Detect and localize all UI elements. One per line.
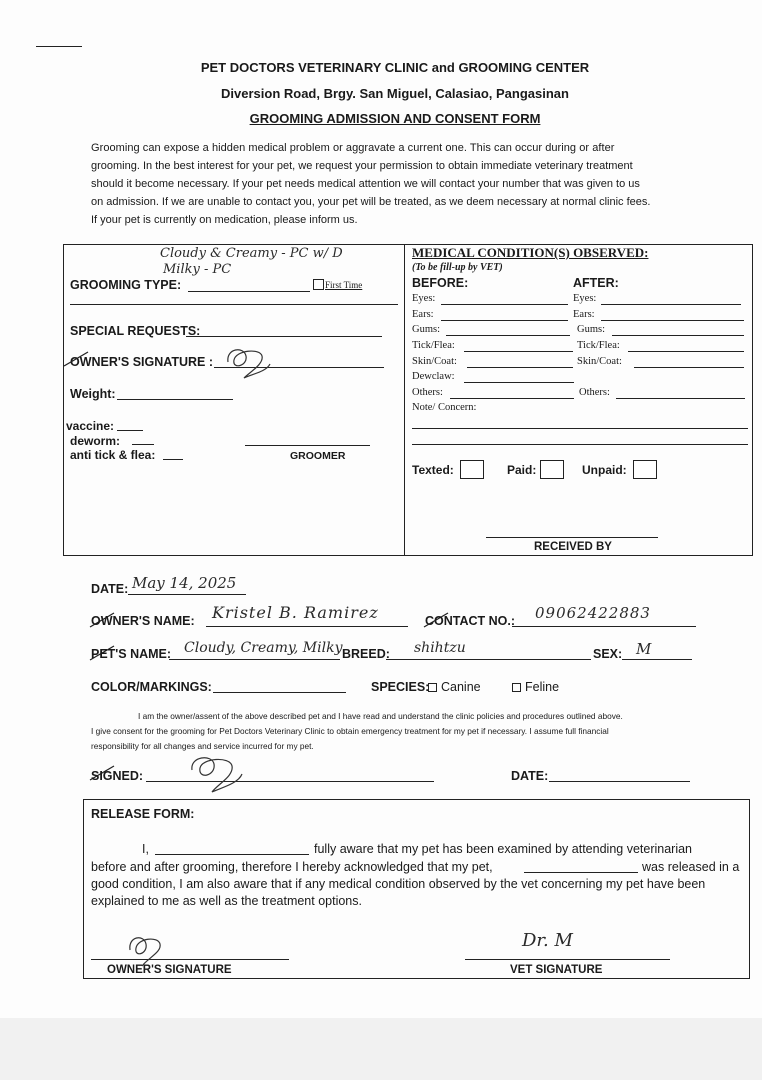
owner-name-field[interactable] bbox=[206, 626, 408, 627]
release-pet-name-field[interactable] bbox=[524, 872, 638, 873]
canine-label: Canine bbox=[441, 680, 481, 694]
contact-field[interactable] bbox=[512, 626, 696, 627]
date-value: May 14, 2025 bbox=[132, 574, 237, 592]
release-title: RELEASE FORM: bbox=[91, 807, 195, 821]
texted-checkbox[interactable] bbox=[460, 460, 484, 479]
first-time-checkbox[interactable] bbox=[313, 279, 324, 290]
before-gums-label: Gums: bbox=[412, 324, 441, 335]
release-line1-suffix: fully aware that my pet has been examined by attending veterinarian bbox=[314, 842, 693, 856]
weight-label: Weight: bbox=[70, 387, 116, 401]
before-others-field[interactable] bbox=[450, 398, 574, 399]
after-gums-field[interactable] bbox=[612, 335, 744, 336]
date-label: DATE: bbox=[91, 582, 129, 596]
paid-checkbox[interactable] bbox=[540, 460, 564, 479]
after-ears-field[interactable] bbox=[601, 320, 744, 321]
feline-label: Feline bbox=[525, 680, 560, 694]
owner-name-value: Kristel B. Ramirez bbox=[212, 603, 379, 622]
color-markings-field[interactable] bbox=[213, 692, 346, 693]
breed-field[interactable] bbox=[386, 659, 591, 660]
grooming-type-handwritten-1: Cloudy & Creamy - PC w/ D bbox=[160, 246, 343, 261]
weight-field[interactable] bbox=[117, 399, 233, 400]
contact-label: CONTACT NO.: bbox=[425, 614, 516, 628]
release-line3: good condition, I am also aware that if any medical condition observed by the vet concerning my pet have been bbox=[91, 877, 706, 891]
color-markings-label: COLOR/MARKINGS: bbox=[91, 680, 212, 694]
release-owner-name-field[interactable] bbox=[155, 854, 309, 855]
consent-line-1: I am the owner/assent of the above described pet and I have read and understand the clinic policies and procedures outlined above. bbox=[138, 711, 623, 721]
after-tickflea-label: Tick/Flea: bbox=[577, 340, 620, 351]
signed-label: SIGNED: bbox=[91, 769, 144, 783]
before-gums-field[interactable] bbox=[446, 335, 570, 336]
first-time-label: First Time bbox=[325, 280, 363, 290]
release-line2-prefix: before and after grooming, therefore I hereby acknowledged that my pet, bbox=[91, 860, 493, 874]
groomer-field[interactable] bbox=[245, 445, 370, 446]
medical-title: MEDICAL CONDITION(S) OBSERVED: bbox=[412, 245, 649, 260]
canine-option[interactable] bbox=[428, 680, 481, 694]
note-concern-field-2[interactable] bbox=[412, 444, 748, 445]
deworm-label: deworm: bbox=[70, 434, 121, 448]
before-tickflea-label: Tick/Flea: bbox=[412, 340, 455, 351]
antitick-label: anti tick & flea: bbox=[70, 448, 156, 462]
breed-label: BREED: bbox=[342, 647, 390, 661]
intro-line-2: grooming. In the best interest for your pet, we request your permission to obtain immediate veterinary treatment bbox=[91, 160, 633, 172]
before-eyes-label: Eyes: bbox=[412, 293, 436, 304]
release-line2-suffix: was released in a bbox=[642, 860, 740, 874]
breed-value: shihtzu bbox=[414, 640, 466, 656]
before-ears-label: Ears: bbox=[412, 309, 434, 320]
pet-name-label: PET'S NAME: bbox=[91, 647, 172, 661]
owner-signature-label: OWNER'S SIGNATURE : bbox=[70, 355, 214, 369]
received-by-field[interactable] bbox=[486, 537, 658, 538]
consent-line-3: responsibility for all changes and service incurred for my pet. bbox=[91, 741, 314, 751]
intro-line-3: should it become necessary. If your pet needs medical attention we will contact your number that was given to us bbox=[91, 178, 640, 190]
owner-signature-mark bbox=[222, 342, 272, 382]
owner-name-label: OWNER'S NAME: bbox=[91, 614, 195, 628]
pet-name-field[interactable] bbox=[169, 659, 340, 660]
before-skincoat-label: Skin/Coat: bbox=[412, 356, 457, 367]
before-label: BEFORE: bbox=[412, 276, 469, 290]
after-skincoat-field[interactable] bbox=[634, 367, 744, 368]
received-by-label: RECEIVED BY bbox=[534, 541, 612, 553]
before-skincoat-field[interactable] bbox=[467, 367, 573, 368]
after-others-label: Others: bbox=[579, 387, 610, 398]
vaccine-label: vaccine: bbox=[66, 419, 115, 433]
paid-label: Paid: bbox=[507, 463, 537, 477]
release-owner-signature-label: OWNER'S SIGNATURE bbox=[107, 964, 232, 976]
special-requests-field[interactable] bbox=[186, 336, 382, 337]
after-eyes-field[interactable] bbox=[601, 304, 741, 305]
contact-value: 09062422883 bbox=[535, 604, 651, 622]
medical-subtitle: (To be fill-up by VET) bbox=[412, 262, 503, 273]
deworm-field[interactable] bbox=[132, 444, 154, 445]
before-ears-field[interactable] bbox=[441, 320, 568, 321]
unpaid-checkbox[interactable] bbox=[633, 460, 657, 479]
feline-option[interactable] bbox=[512, 680, 559, 694]
consent-date-label: DATE: bbox=[511, 769, 549, 783]
after-tickflea-field[interactable] bbox=[628, 351, 744, 352]
vet-signature-label: VET SIGNATURE bbox=[510, 964, 603, 976]
groomer-label: GROOMER bbox=[290, 450, 346, 462]
consent-line-2: I give consent for the grooming for Pet Doctors Veterinary Clinic to obtain emergency treatment for my pet if necessary. I assume full financial bbox=[91, 726, 609, 736]
before-others-label: Others: bbox=[412, 387, 443, 398]
release-line4: explained to me as well as the treatment options. bbox=[91, 894, 362, 908]
texted-label: Texted: bbox=[412, 463, 454, 477]
species-label: SPECIES: bbox=[371, 680, 430, 694]
box-divider bbox=[404, 244, 405, 556]
before-tickflea-field[interactable] bbox=[464, 351, 573, 352]
special-requests-label: SPECIAL REQUESTS: bbox=[70, 324, 201, 338]
grooming-type-label: GROOMING TYPE: bbox=[70, 278, 182, 292]
sex-label: SEX: bbox=[593, 647, 623, 661]
clinic-address: Diversion Road, Brgy. San Miguel, Calasiao, Pangasinan bbox=[221, 86, 569, 101]
note-concern-label: Note/ Concern: bbox=[412, 402, 477, 413]
after-ears-label: Ears: bbox=[573, 309, 595, 320]
form-title: GROOMING ADMISSION AND CONSENT FORM bbox=[249, 111, 541, 126]
after-gums-label: Gums: bbox=[577, 324, 606, 335]
before-dewclaw-field[interactable] bbox=[464, 382, 574, 383]
date-field[interactable] bbox=[128, 594, 246, 595]
strike-mark bbox=[62, 350, 92, 370]
release-owner-signature-field[interactable] bbox=[91, 959, 289, 960]
consent-date-field[interactable] bbox=[549, 781, 690, 782]
consent-signature-mark bbox=[186, 748, 246, 798]
clinic-name: PET DOCTORS VETERINARY CLINIC and GROOMING CENTER bbox=[200, 60, 590, 75]
grooming-type-handwritten-2: Milky - PC bbox=[163, 262, 232, 277]
grooming-extra-line[interactable] bbox=[70, 304, 398, 305]
before-eyes-field[interactable] bbox=[441, 304, 568, 305]
release-line1-prefix: I, bbox=[142, 842, 149, 856]
grooming-type-field[interactable] bbox=[188, 291, 310, 292]
feline-checkbox[interactable] bbox=[512, 683, 521, 692]
intro-line-5: If your pet is currently on medication, please inform us. bbox=[91, 214, 358, 226]
vet-signature-handwritten: Dr. M bbox=[522, 930, 573, 951]
after-skincoat-label: Skin/Coat: bbox=[577, 356, 622, 367]
vaccine-field[interactable] bbox=[117, 430, 143, 431]
after-eyes-label: Eyes: bbox=[573, 293, 597, 304]
after-label: AFTER: bbox=[573, 276, 619, 290]
note-concern-field-1[interactable] bbox=[412, 428, 748, 429]
before-dewclaw-label: Dewclaw: bbox=[412, 371, 455, 382]
stray-mark bbox=[36, 46, 82, 47]
after-others-field[interactable] bbox=[616, 398, 745, 399]
antitick-field[interactable] bbox=[163, 459, 183, 460]
sex-field[interactable] bbox=[622, 659, 692, 660]
unpaid-label: Unpaid: bbox=[582, 463, 627, 477]
intro-line-4: on admission. If we are unable to contact you, your pet will be treated, as we deem necessary at normal clinic fees. bbox=[91, 196, 651, 208]
sex-value: M bbox=[636, 640, 652, 658]
canine-checkbox[interactable] bbox=[428, 683, 437, 692]
vet-signature-field[interactable] bbox=[465, 959, 670, 960]
intro-line-1: Grooming can expose a hidden medical problem or aggravate a current one. This can occur during or after bbox=[91, 142, 615, 154]
pet-name-value: Cloudy, Creamy, Milky bbox=[184, 640, 343, 656]
